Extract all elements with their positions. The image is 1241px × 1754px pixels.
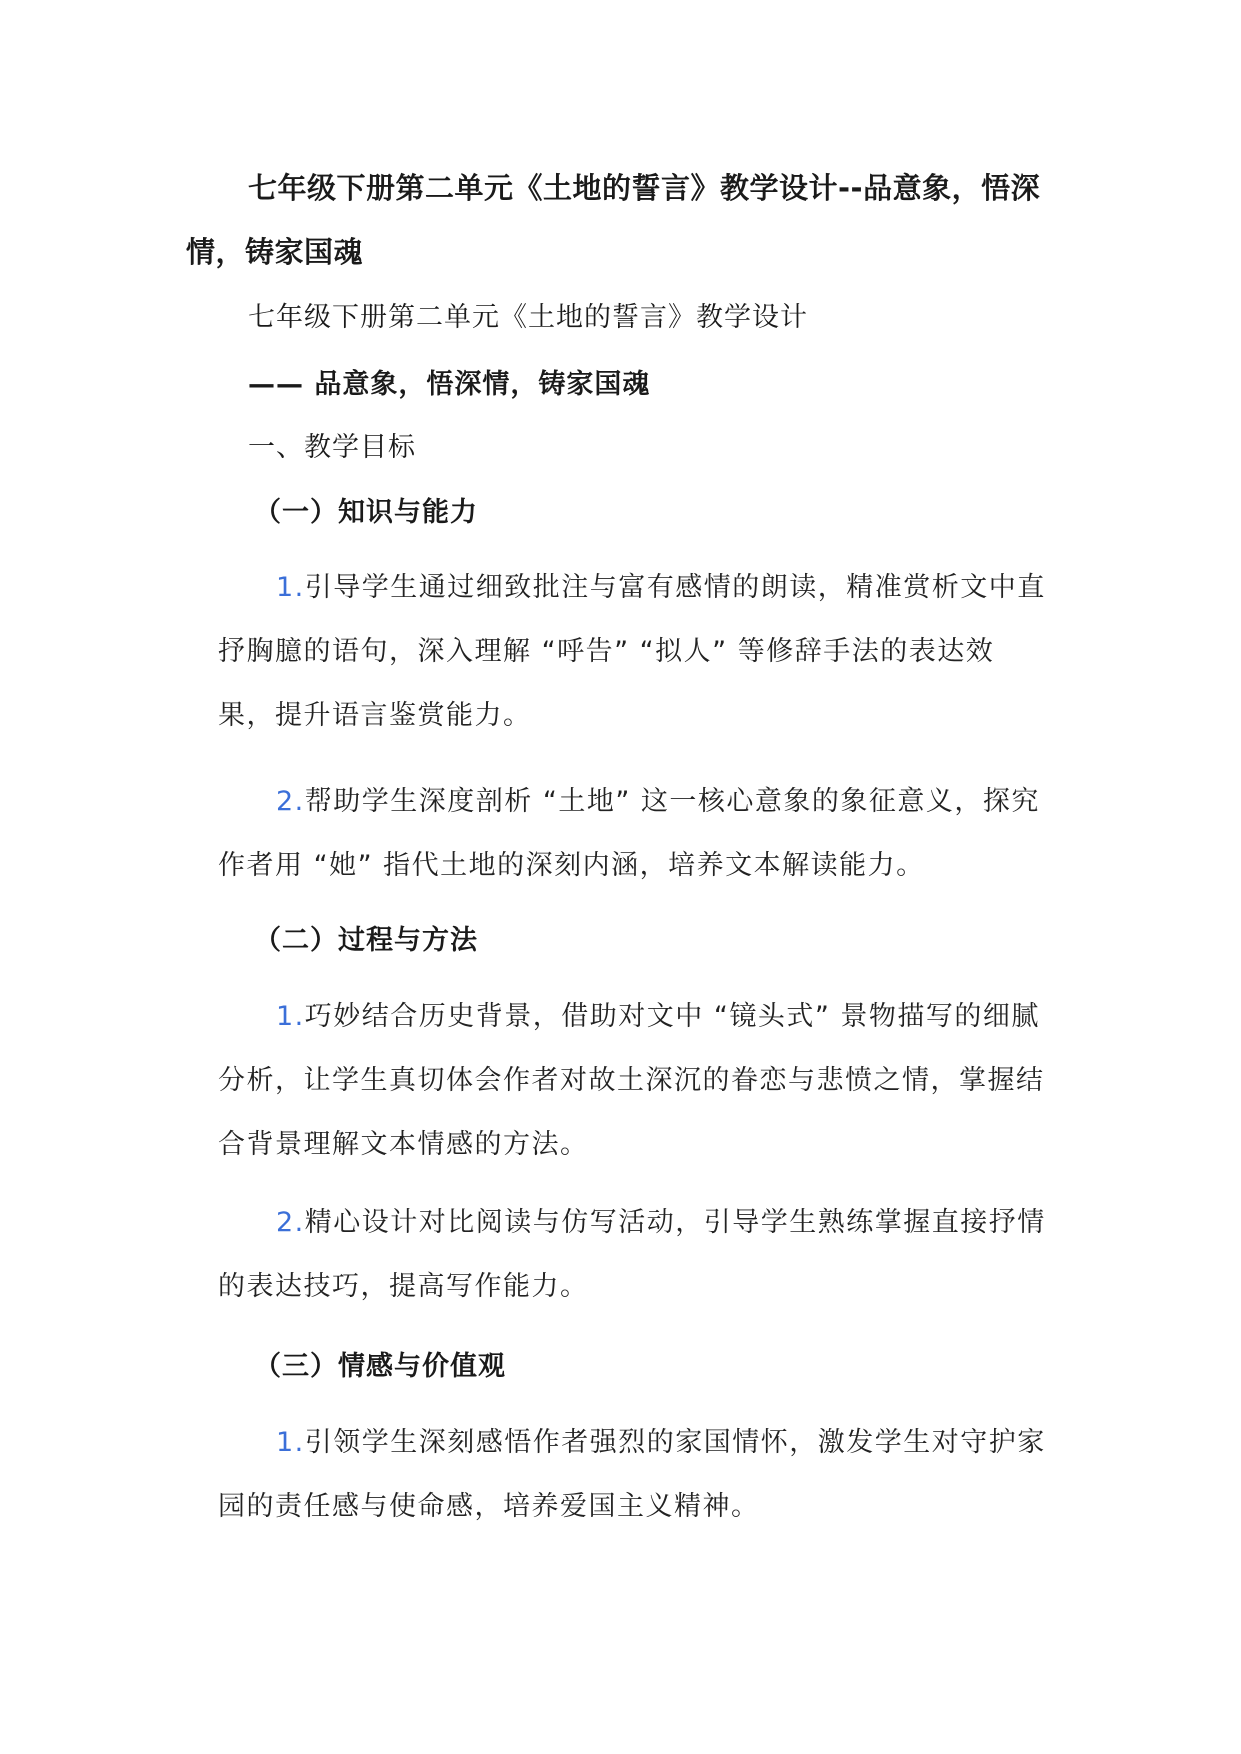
subheading-process-method: （二）过程与方法 — [254, 925, 478, 956]
item-number: 2. — [276, 1207, 305, 1238]
document-title: 七年级下册第二单元《土地的誓言》教学设计--品意象，悟深情，铸家国魂 — [186, 171, 1041, 269]
list-item — [218, 1411, 1048, 1539]
subtitle-line-1: 七年级下册第二单元《土地的誓言》教学设计 — [248, 302, 808, 333]
item-number: 2. — [276, 786, 305, 817]
list-item — [218, 1191, 1048, 1319]
item-text: 巧妙结合历史背景，借助对文中 “镜头式” 景物描写的细腻分析，让学生真切体会作者对故土深沉的眷恋与悲愤之情，掌握结合背景理解文本情感的方法。 — [218, 1001, 1045, 1160]
item-text: 引领学生深刻感悟作者强烈的家国情怀，激发学生对守护家园的责任感与使命感，培养爱国主义精神。 — [218, 1427, 1046, 1522]
list-item — [218, 556, 1048, 748]
item-number: 1. — [276, 572, 305, 603]
item-text: 帮助学生深度剖析 “土地” 这一核心意象的象征意义，探究作者用 “她” 指代土地的深刻内涵，培养文本解读能力。 — [218, 786, 1040, 881]
item-number: 1. — [276, 1427, 305, 1458]
section-heading-teaching-goals: 一、教学目标 — [248, 432, 416, 463]
subtitle-line-2: —— 品意象，悟深情，铸家国魂 — [248, 369, 651, 400]
item-text: 精心设计对比阅读与仿写活动，引导学生熟练掌握直接抒情的表达技巧，提高写作能力。 — [218, 1207, 1046, 1302]
subheading-knowledge-ability: （一）知识与能力 — [254, 497, 478, 528]
item-number: 1. — [276, 1001, 305, 1032]
subheading-emotion-values: （三）情感与价值观 — [254, 1351, 506, 1382]
item-text: 引导学生通过细致批注与富有感情的朗读，精准赏析文中直抒胸臆的语句，深入理解 “呼告” “拟人” 等修辞手法的表达效果，提升语言鉴赏能力。 — [218, 572, 1046, 731]
list-item — [218, 770, 1048, 898]
list-item — [218, 985, 1048, 1177]
